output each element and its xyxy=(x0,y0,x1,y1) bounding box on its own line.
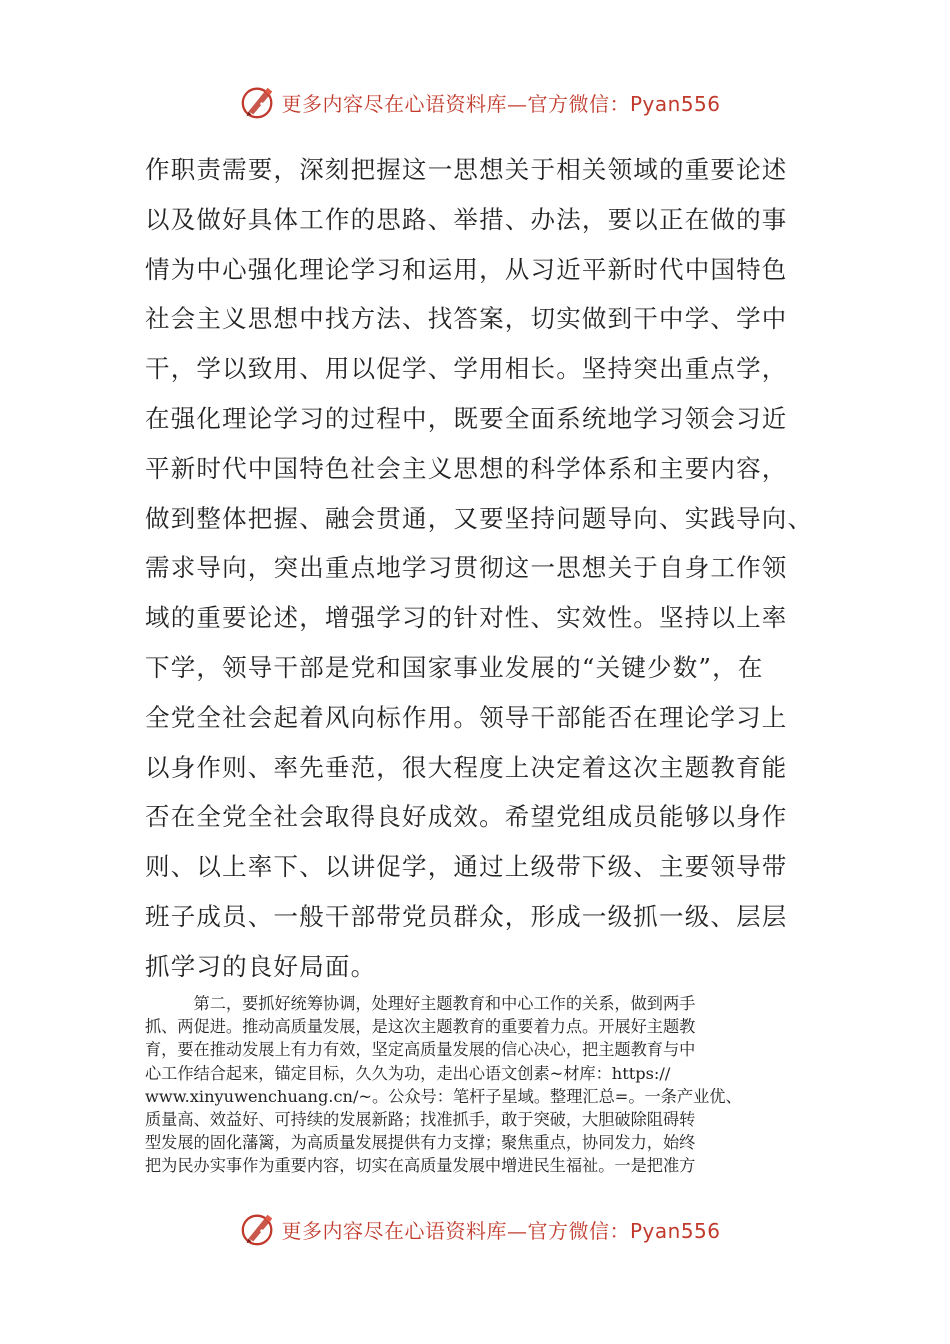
text-line: 否在全党全社会取得良好成效。希望党组成员能够以身作 xyxy=(145,802,788,832)
text-line: 心工作结合起来，锚定目标，久久为功，走出心语文创素~材库：https:// xyxy=(145,1063,671,1083)
text-line: 质量高、效益好、可持续的发展新路；找准抓手，敢于突破，大胆破除阻碍转 xyxy=(145,1109,696,1129)
text-line: 在强化理论学习的过程中，既要全面系统地学习领会习近 xyxy=(145,403,788,433)
footer-banner xyxy=(0,1205,950,1253)
text-line: 情为中心强化理论学习和运用，从习近平新时代中国特色 xyxy=(145,254,788,284)
banner-label xyxy=(281,88,720,117)
text-line: 下学，领导干部是党和国家事业发展的“关键少数”，在 xyxy=(145,652,764,682)
text-line: 抓学习的良好局面。 xyxy=(145,951,377,981)
main-paragraph xyxy=(145,145,814,992)
text-line: 需求导向，突出重点地学习贯彻这一思想关于自身工作领 xyxy=(145,553,788,583)
second-paragraph xyxy=(145,992,810,1178)
text-line: 全党全社会起着风向标作用。领导干部能否在理论学习上 xyxy=(145,702,788,732)
wechat-id: Pyan556 xyxy=(629,91,721,116)
banner-slogan: 更多内容尽在心语资料库—官方微信： xyxy=(281,1218,630,1243)
text-line: 育，要在推动发展上有力有效，坚定高质量发展的信心决心，把主题教育与中 xyxy=(145,1040,696,1060)
text-line: 抓、两促进。推动高质量发展，是这次主题教育的重要着力点。开展好主题教 xyxy=(145,1017,696,1037)
text-line: 平新时代中国特色社会主义思想的科学体系和主要内容， xyxy=(145,453,788,483)
text-line: 班子成员、一般干部带党员群众，形成一级抓一级、层层 xyxy=(145,901,788,931)
text-line: 以身作则、率先垂范，很大程度上决定着这次主题教育能 xyxy=(145,752,788,782)
text-line: 社会主义思想中找方法、找答案，切实做到干中学、学中 xyxy=(145,304,788,334)
pen-logo-icon xyxy=(239,83,277,121)
text-line: www.xinyuwenchuang.cn/~。公众号：笔杆子星域。整理汇总=。一条产业优、 xyxy=(145,1086,742,1106)
wechat-id: Pyan556 xyxy=(629,1218,721,1243)
text-line: 作职责需要，深刻把握这一思想关于相关领域的重要论述 xyxy=(145,155,788,184)
text-line: 则、以上率下、以讲促学，通过上级带下级、主要领导带 xyxy=(145,852,788,882)
banner-slogan: 更多内容尽在心语资料库—官方微信： xyxy=(281,91,630,116)
text-line: 第二，要抓好统筹协调，处理好主题教育和中心工作的关系，做到两手 xyxy=(145,994,696,1013)
text-line: 干，学以致用、用以促学、学用相长。坚持突出重点学， xyxy=(145,354,788,384)
text-line: 域的重要论述，增强学习的针对性、实效性。坚持以上率 xyxy=(145,603,788,633)
text-line: 型发展的固化藩篱，为高质量发展提供有力支撑；聚焦重点，协同发力，始终 xyxy=(145,1133,696,1153)
text-line: 做到整体把握、融会贯通，又要坚持问题导向、实践导向、 xyxy=(145,503,814,533)
text-line: 以及做好具体工作的思路、举措、办法，要以正在做的事 xyxy=(145,204,788,234)
header-banner xyxy=(0,78,950,126)
banner-label xyxy=(281,1215,720,1244)
text-line: 把为民办实事作为重要内容，切实在高质量发展中增进民生福祉。一是把准方 xyxy=(145,1156,696,1176)
pen-logo-icon xyxy=(239,1210,277,1248)
